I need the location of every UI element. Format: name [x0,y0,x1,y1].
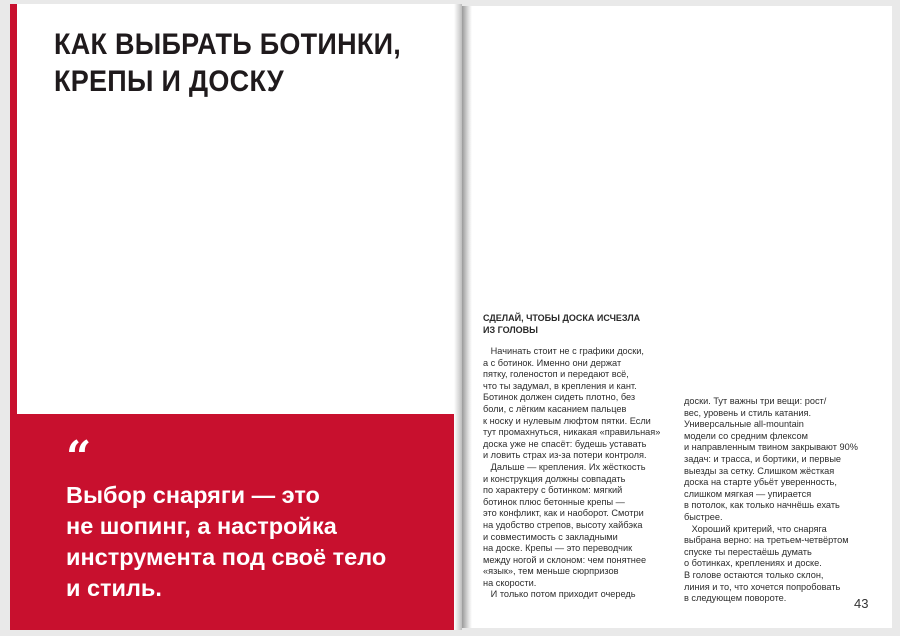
text-line: это конфликт, как и наоборот. Смотри [483,508,644,519]
spine-shadow-left [454,4,462,630]
text-line: выбрана верно: на третьем-четвёртом [684,535,849,546]
text-line: Ботинок должен сидеть плотно, без [483,392,636,403]
text-line: в следующем повороте. [684,593,787,604]
text-line: к носку и нулевым люфтом пятки. Если [483,415,651,426]
subheading-line: СДЕЛАЙ, ЧТОБЫ ДОСКА ИСЧЕЗЛА [483,313,641,323]
text-column-1 [483,346,673,601]
title-line: КРЕПЫ И ДОСКУ [54,65,284,98]
title-line: КАК ВЫБРАТЬ БОТИНКИ, [54,28,402,61]
quote-mark-icon: “ [66,432,92,483]
text-line: И только потом приходит очередь [483,589,636,600]
text-line: между ногой и склоном: чем понятнее [483,554,647,565]
text-line: на скорости. [483,577,537,588]
section-subheading [483,312,683,336]
quote-line: и стиль. [66,575,162,601]
text-line: доска уже не спасёт: будешь уставать [483,438,647,449]
text-line: быстрее. [684,511,723,522]
text-line: Универсальные all-mountain [684,419,804,430]
text-line: на удобство стрепов, высоту хайбэка [483,519,643,530]
text-column-2 [684,396,884,605]
text-line: боли, с лёгким касанием пальцев [483,403,627,414]
text-line: в потолок, как только начнёшь ехать [684,500,840,511]
text-line: линия и то, что хочется попробовать [684,581,841,592]
text-line: задач: и трасса, и бортики, и первые [684,453,842,464]
right-page [462,6,892,628]
text-line: что ты задумал, в крепления и кант. [483,380,637,391]
text-line: В голове остаются только склон, [684,569,824,580]
pull-quote-text [66,480,446,604]
text-line: и конструкция должны совпадать [483,473,626,484]
text-line: о ботинках, креплениях и доске. [684,558,822,569]
text-line: а с ботинок. Именно они держат [483,357,622,368]
page-number: 43 [854,596,869,611]
text-line: тут промахнуться, никакая «правильная» [483,427,661,438]
left-page [10,4,462,630]
quote-line: Выбор снаряги — это [66,482,320,508]
text-line: спуске ты перестаёшь думать [684,546,812,557]
text-line: и направленным твином закрывают 90% [684,442,858,453]
text-line: по характеру с ботинком: мягкий [483,485,623,496]
text-line: и ловить страх из-за потери контроля. [483,450,647,461]
text-line: слишком мягкая — упирается [684,488,812,499]
text-line: и совместимость с закладными [483,531,618,542]
text-line: пятку, голеностоп и передают всё, [483,369,629,380]
text-line: «язык», тем меньше сюрпризов [483,566,619,577]
text-line: выезды за сетку. Слишком жёсткая [684,465,835,476]
pull-quote-block [10,414,454,630]
text-line: ботинок плюс бетонные крепы — [483,496,625,507]
text-line: Дальше — крепления. Их жёсткость [483,461,646,472]
text-line: Хороший критерий, что снаряга [684,523,827,534]
text-line: на доске. Крепы — это переводчик [483,543,633,554]
text-line: вес, уровень и стиль катания. [684,407,811,418]
text-line: Начинать стоит не с графики доски, [483,346,644,356]
text-line: доска на старте убьёт уверенность, [684,477,837,488]
quote-line: не шопинг, а настройка [66,513,337,539]
quote-line: инструмента под своё тело [66,544,387,570]
subheading-line: ИЗ ГОЛОВЫ [483,325,538,335]
text-line: доски. Тут важны три вещи: рост/ [684,396,827,406]
text-line: модели со средним флексом [684,430,808,441]
spine-shadow-right [462,6,472,628]
page-title [54,26,405,100]
